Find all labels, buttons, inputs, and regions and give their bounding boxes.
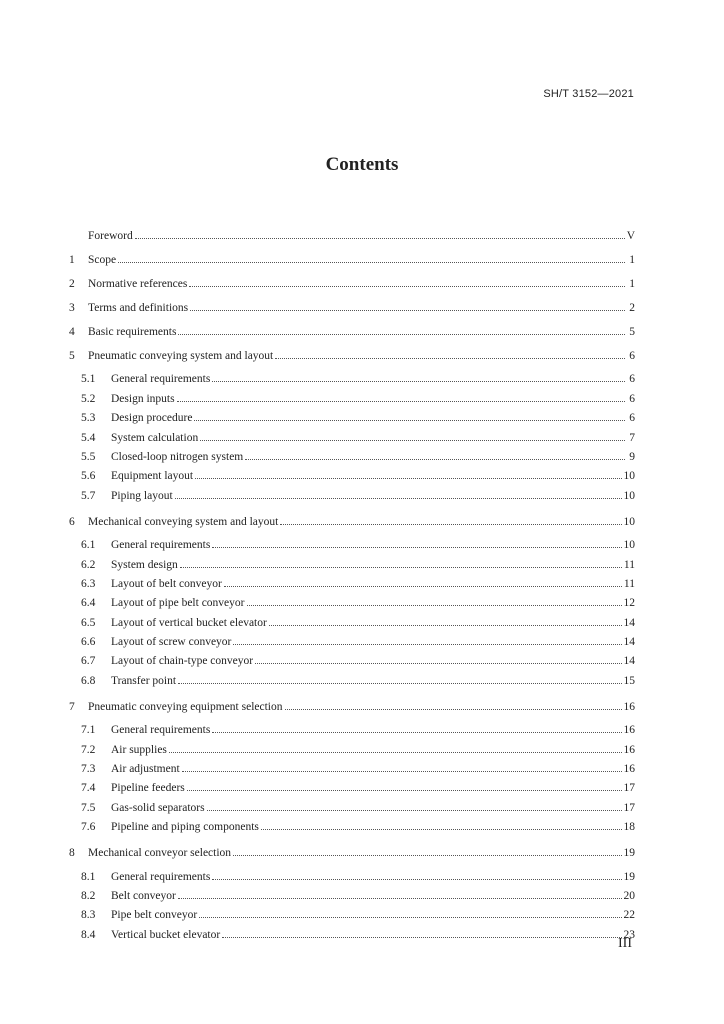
toc-entry[interactable] [69, 736, 635, 755]
toc-entry-number: 5.6 [81, 470, 96, 483]
toc-entry[interactable] [69, 756, 635, 775]
toc-entry[interactable] [69, 424, 635, 443]
toc-dot-leader [135, 237, 625, 239]
toc-entry[interactable] [69, 444, 635, 463]
toc-entry-page: V [626, 230, 635, 242]
toc-entry-label: Layout of belt conveyor [111, 577, 222, 590]
toc-entry[interactable] [69, 463, 635, 482]
toc-entry-number: 7.6 [81, 821, 96, 834]
toc-entry[interactable] [69, 366, 635, 385]
toc-entry-number: 7.1 [81, 724, 96, 737]
toc-entry-label: Layout of pipe belt conveyor [111, 597, 245, 610]
table-of-contents [69, 218, 635, 941]
toc-entry-page: 22 [623, 909, 635, 922]
toc-entry-page: 19 [623, 870, 635, 883]
toc-entry[interactable] [69, 405, 635, 424]
toc-entry-label: Equipment layout [111, 470, 194, 483]
toc-dot-leader [207, 809, 622, 811]
toc-entry-page: 10 [623, 489, 635, 502]
toc-entry-number: 7.3 [81, 763, 96, 776]
toc-entry-label: General requirements [111, 539, 211, 552]
toc-entry-page: 17 [623, 782, 635, 795]
toc-entry-number: 8.2 [81, 889, 96, 902]
toc-dot-leader [222, 936, 621, 938]
toc-entry-label: Layout of vertical bucket elevator [111, 616, 267, 629]
toc-entry[interactable] [69, 218, 635, 242]
toc-dot-leader [194, 419, 625, 421]
toc-entry-label: Pipeline feeders [111, 782, 185, 795]
toc-entry-label: Design inputs [111, 392, 175, 405]
toc-entry-label: Air supplies [111, 743, 167, 756]
toc-entry[interactable] [69, 314, 635, 338]
toc-entry[interactable] [69, 551, 635, 570]
toc-entry[interactable] [69, 648, 635, 667]
toc-entry-number: 6.3 [81, 577, 96, 590]
toc-entry[interactable] [69, 835, 635, 859]
toc-entry-page: 15 [623, 674, 635, 687]
toc-entry-page: 6 [629, 412, 635, 425]
toc-entry-page: 7 [629, 431, 635, 444]
toc-entry[interactable] [69, 385, 635, 404]
toc-entry-number: 6.5 [81, 616, 96, 629]
toc-entry[interactable] [69, 629, 635, 648]
toc-entry-number: 6.2 [81, 558, 96, 571]
toc-entry-label: Pneumatic conveying equipment selection [88, 700, 283, 713]
toc-dot-leader [178, 682, 621, 684]
toc-dot-leader [189, 285, 625, 287]
toc-dot-leader [200, 439, 625, 441]
toc-entry-number: 6 [69, 515, 75, 528]
toc-dot-leader [233, 643, 621, 645]
toc-entry-number: 4 [69, 326, 75, 338]
toc-entry-page: 16 [623, 724, 635, 737]
toc-dot-leader [178, 333, 625, 335]
toc-entry-label: Normative references [88, 278, 188, 290]
toc-entry[interactable] [69, 814, 635, 833]
standard-number: SH/T 3152—2021 [543, 88, 634, 100]
toc-dot-leader [187, 789, 622, 791]
toc-entry-number: 8.4 [81, 928, 96, 941]
toc-entry-number: 8.3 [81, 909, 96, 922]
toc-entry-number: 7.2 [81, 743, 96, 756]
toc-entry-number: 2 [69, 278, 75, 290]
toc-entry-page: 9 [629, 450, 635, 463]
toc-entry-page: 20 [623, 889, 635, 902]
toc-entry-label: Belt conveyor [111, 889, 176, 902]
toc-dot-leader [247, 604, 622, 606]
toc-entry[interactable] [69, 863, 635, 882]
toc-entry-page: 16 [623, 743, 635, 756]
toc-entry-page: 5 [629, 326, 635, 338]
toc-entry-label: Closed-loop nitrogen system [111, 450, 244, 463]
toc-entry[interactable] [69, 266, 635, 290]
toc-entry[interactable] [69, 290, 635, 314]
page-title: Contents [325, 154, 399, 175]
toc-entry-label: Piping layout [111, 489, 173, 502]
toc-dot-leader [212, 731, 621, 733]
toc-dot-leader [280, 523, 621, 525]
toc-dot-leader [275, 357, 625, 359]
toc-entry[interactable] [69, 242, 635, 266]
toc-entry-number: 5.1 [81, 373, 96, 386]
toc-dot-leader [175, 497, 622, 499]
toc-dot-leader [261, 828, 622, 830]
toc-dot-leader [178, 897, 622, 899]
toc-entry-number: 5.7 [81, 489, 96, 502]
toc-dot-leader [212, 546, 621, 548]
toc-entry[interactable] [69, 504, 635, 528]
toc-entry-number: 6.7 [81, 655, 96, 668]
toc-entry-page: 10 [623, 539, 635, 552]
toc-entry-label: Vertical bucket elevator [111, 928, 221, 941]
toc-entry-page: 12 [623, 597, 635, 610]
toc-entry-number: 5.3 [81, 412, 96, 425]
toc-entry-page: 14 [623, 655, 635, 668]
toc-dot-leader [224, 585, 622, 587]
toc-entry[interactable] [69, 794, 635, 813]
toc-entry-label: General requirements [111, 870, 211, 883]
toc-entry-page: 10 [623, 470, 635, 483]
toc-entry[interactable] [69, 921, 635, 940]
toc-entry-number: 7.4 [81, 782, 96, 795]
toc-entry[interactable] [69, 609, 635, 628]
toc-entry-page: 6 [629, 392, 635, 405]
toc-entry-label: Pipe belt conveyor [111, 909, 198, 922]
toc-entry-label: Layout of chain-type conveyor [111, 655, 254, 668]
toc-dot-leader [177, 400, 625, 402]
toc-dot-leader [269, 624, 622, 626]
toc-dot-leader [212, 878, 621, 880]
toc-entry-page: 19 [623, 847, 635, 860]
toc-entry-number: 3 [69, 302, 75, 314]
toc-entry[interactable] [69, 717, 635, 736]
toc-entry-page: 18 [623, 821, 635, 834]
toc-entry-page: 16 [623, 700, 635, 713]
toc-entry-page: 14 [623, 616, 635, 629]
toc-entry[interactable] [69, 590, 635, 609]
toc-entry[interactable] [69, 571, 635, 590]
toc-entry[interactable] [69, 482, 635, 501]
toc-entry-label: General requirements [111, 373, 211, 386]
toc-entry-label: System design [111, 558, 178, 571]
toc-entry-label: Foreword [88, 230, 133, 242]
toc-entry-label: Transfer point [111, 674, 177, 687]
toc-entry-label: Basic requirements [88, 326, 177, 338]
toc-entry[interactable] [69, 689, 635, 713]
toc-entry-number: 5.4 [81, 431, 96, 444]
toc-dot-leader [199, 916, 621, 918]
toc-entry[interactable] [69, 338, 635, 362]
toc-entry-page: 1 [629, 254, 635, 266]
toc-entry-number: 6.1 [81, 539, 96, 552]
toc-dot-leader [182, 770, 622, 772]
toc-entry-number: 6.6 [81, 636, 96, 649]
toc-entry-page: 6 [629, 350, 635, 362]
toc-entry-label: Layout of screw conveyor [111, 636, 232, 649]
toc-entry-label: Scope [88, 254, 117, 266]
toc-entry-number: 8 [69, 847, 75, 860]
toc-entry[interactable] [69, 902, 635, 921]
toc-entry-label: Design procedure [111, 412, 193, 425]
toc-entry-label: System calculation [111, 431, 199, 444]
toc-entry-label: Air adjustment [111, 763, 180, 776]
toc-entry-label: Mechanical conveyor selection [88, 847, 232, 860]
toc-entry[interactable] [69, 667, 635, 686]
toc-entry-label: Pneumatic conveying system and layout [88, 350, 274, 362]
toc-dot-leader [195, 477, 621, 479]
toc-entry-label: Pipeline and piping components [111, 821, 259, 834]
page-folio: III [618, 936, 632, 951]
toc-entry-label: Gas-solid separators [111, 801, 205, 814]
toc-entry-number: 6.4 [81, 597, 96, 610]
toc-entry-page: 6 [629, 373, 635, 386]
toc-entry-page: 23 [623, 928, 635, 941]
toc-dot-leader [255, 662, 621, 664]
toc-entry[interactable] [69, 775, 635, 794]
toc-dot-leader [285, 708, 622, 710]
toc-entry-label: General requirements [111, 724, 211, 737]
toc-entry-page: 16 [623, 763, 635, 776]
toc-entry-number: 5.5 [81, 450, 96, 463]
toc-entry-number: 6.8 [81, 674, 96, 687]
toc-entry-label: Mechanical conveying system and layout [88, 515, 279, 528]
toc-entry-label: Terms and definitions [88, 302, 189, 314]
toc-entry-number: 5 [69, 350, 75, 362]
toc-dot-leader [212, 380, 625, 382]
toc-entry-page: 11 [623, 558, 635, 571]
toc-entry-number: 5.2 [81, 392, 96, 405]
toc-dot-leader [245, 458, 625, 460]
toc-entry-page: 11 [623, 577, 635, 590]
toc-dot-leader [118, 261, 625, 263]
toc-entry[interactable] [69, 883, 635, 902]
toc-dot-leader [233, 854, 621, 856]
toc-entry-page: 14 [623, 636, 635, 649]
toc-entry-page: 1 [629, 278, 635, 290]
toc-dot-leader [190, 309, 625, 311]
toc-entry-number: 8.1 [81, 870, 96, 883]
toc-entry-number: 7 [69, 700, 75, 713]
toc-dot-leader [169, 751, 622, 753]
toc-entry-page: 2 [629, 302, 635, 314]
toc-entry-page: 10 [623, 515, 635, 528]
toc-entry-page: 17 [623, 801, 635, 814]
toc-dot-leader [180, 566, 622, 568]
toc-entry-number: 7.5 [81, 801, 96, 814]
toc-entry-number: 1 [69, 254, 75, 266]
toc-entry[interactable] [69, 532, 635, 551]
